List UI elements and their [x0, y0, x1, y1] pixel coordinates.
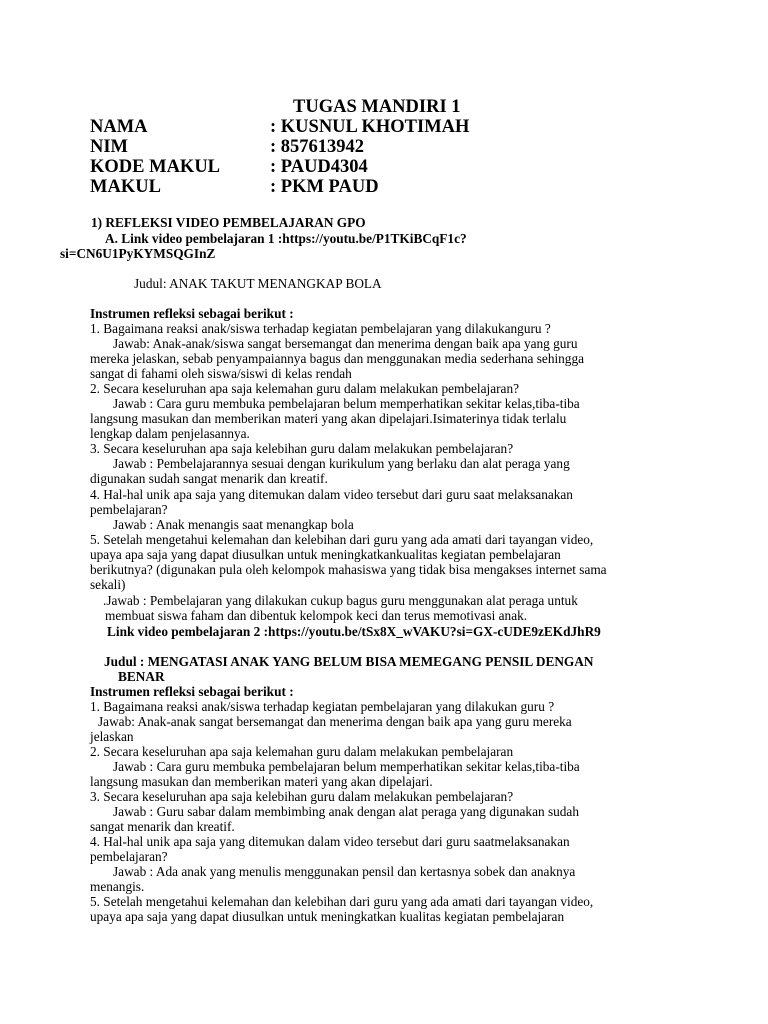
question-line: 1. Bagaimana reaksi anak/siswa terhadap kegiatan pembelajaran yang dilakukanguru ?: [90, 321, 551, 336]
answer-line: Jawab: Anak-anak sangat bersemangat dan menerima dengan baik apa yang guru mereka: [98, 714, 572, 729]
question-line: upaya apa saja yang dapat diusulkan untuk meningkatkan kualitas kegiatan pembelajaran: [90, 909, 565, 924]
question-line: pembelajaran?: [90, 849, 168, 864]
answer-line: Jawab : Cara guru membuka pembelajaran belum memperhatikan sekitar kelas,tiba-tiba: [113, 759, 580, 774]
video-title: Judul: ANAK TAKUT MENANGKAP BOLA: [134, 276, 382, 291]
document-title: TUGAS MANDIRI 1: [293, 97, 461, 117]
answer-line: Jawab: Anak-anak/siswa sangat bersemangat dan menerima dengan baik apa yang guru: [113, 336, 578, 351]
answer-line: Jawab : Guru sabar dalam membimbing anak dengan alat peraga yang digunakan sudah: [113, 804, 579, 819]
answer-line: membuat siswa faham dan dibentuk kelompok keci dan terus memotivasi anak.: [105, 608, 528, 623]
answer-line: sangat di fahami oleh siswa/siswi di kelas rendah: [90, 366, 352, 381]
video-title: BENAR: [118, 669, 165, 684]
video-title: Judul : MENGATASI ANAK YANG BELUM BISA MEMEGANG PENSIL DENGAN: [104, 654, 594, 669]
question-line: pembelajaran?: [90, 502, 168, 517]
header-value: : 857613942: [270, 137, 365, 157]
question-line: 1. Bagaimana reaksi anak/siswa terhadap kegiatan pembelajaran yang dilakukan guru ?: [90, 699, 555, 714]
video-link-line: Link video pembelajaran 2 :https://youtu.be/tSx8X_wVAKU?si=GX-cUDE9zEKdJhR9: [107, 624, 601, 639]
answer-line: Jawab : Ada anak yang menulis menggunakan pensil dan kertasnya sobek dan anaknya: [113, 864, 576, 879]
question-line: 5. Setelah mengetahui kelemahan dan kelebihan dari guru yang ada amati dari tayangan video,: [90, 894, 594, 909]
header-label: MAKUL: [90, 177, 161, 197]
answer-line: sangat menarik dan kreatif.: [90, 819, 235, 834]
header-value: : PKM PAUD: [270, 177, 379, 197]
instrument-heading: Instrumen refleksi sebagai berikut :: [90, 306, 294, 321]
question-line: 4. Hal-hal unik apa saja yang ditemukan dalam video tersebut dari guru saat melaksanakan: [90, 487, 573, 502]
video-link-line: A. Link video pembelajaran 1 :https://youtu.be/P1TKiBCqF1c?: [105, 231, 467, 246]
question-line: upaya apa saja yang dapat diusulkan untuk meningkatkankualitas kegiatan pembelajaran: [90, 547, 561, 562]
section-heading: 1) REFLEKSI VIDEO PEMBELAJARAN GPO: [91, 215, 366, 230]
answer-line: langsung masukan dan memberikan materi yang akan dipelajari.Isimaterinya tidak terlalu: [90, 411, 567, 426]
header-value: : KUSNUL KHOTIMAH: [270, 117, 470, 137]
question-line: 2. Secara keseluruhan apa saja kelemahan guru dalam melakukan pembelajaran?: [90, 381, 519, 396]
question-line: sekali): [90, 577, 126, 592]
question-line: 4. Hal-hal unik apa saja yang ditemukan dalam video tersebut dari guru saatmelaksanakan: [90, 834, 570, 849]
answer-line: Jawab : Pembelajarannya sesuai dengan kurikulum yang berlaku dan alat peraga yang: [113, 456, 570, 471]
header-label: NIM: [90, 137, 129, 157]
answer-line: langsung masukan dan memberikan materi yang akan dipelajari.: [90, 774, 433, 789]
question-line: 5. Setelah mengetahui kelemahan dan kelebihan dari guru yang ada amati dari tayangan video,: [90, 532, 594, 547]
question-line: 2. Secara keseluruhan apa saja kelemahan guru dalam melakukan pembelajaran: [90, 744, 514, 759]
header-label: NAMA: [90, 117, 148, 137]
answer-line: Jawab : Cara guru membuka pembelajaran belum memperhatikan sekitar kelas,tiba-tiba: [113, 396, 580, 411]
answer-line: jelaskan: [90, 729, 134, 744]
header-label: KODE MAKUL: [90, 157, 221, 177]
video-link-line: si=CN6U1PyKYMSQGInZ: [60, 246, 216, 261]
instrument-heading: Instrumen refleksi sebagai berikut :: [90, 684, 294, 699]
question-line: berikutnya? (digunakan pula oleh kelompok mahasiswa yang tidak bisa mengakses internet sama: [90, 562, 607, 577]
question-line: 3. Secara keseluruhan apa saja kelebihan guru dalam melakukan pembelajaran?: [90, 789, 514, 804]
question-line: 3. Secara keseluruhan apa saja kelebihan guru dalam melakukan pembelajaran?: [90, 441, 514, 456]
answer-line: lengkap dalam penjelasannya.: [90, 426, 250, 441]
header-value: : PAUD4304: [270, 157, 368, 177]
answer-line: mereka jelaskan, sebab penyampaiannya bagus dan menggunakan media sederhana sehingga: [90, 351, 585, 366]
answer-line: .Jawab : Pembelajaran yang dilakukan cukup bagus guru menggunakan alat peraga untuk: [103, 593, 578, 608]
answer-line: menangis.: [90, 879, 145, 894]
answer-line: digunakan sudah sangat menarik dan kreatif.: [90, 471, 328, 486]
answer-line: Jawab : Anak menangis saat menangkap bola: [113, 517, 354, 532]
